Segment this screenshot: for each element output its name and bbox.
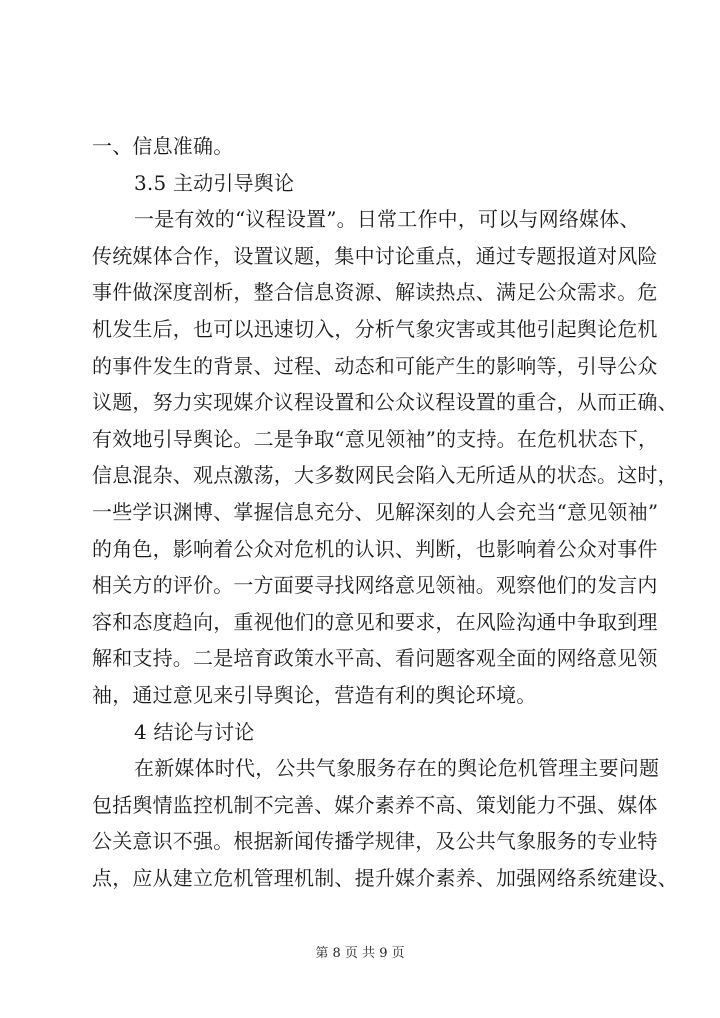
text-line: 包括舆情监控机制不完善、媒介素养不高、策划能力不强、媒体 — [92, 792, 658, 817]
text-line: 一是有效的“议程设置”。日常工作中，可以与网络媒体、 — [134, 207, 640, 232]
text-line: 机发生后，也可以迅速切入，分析气象灾害或其他引起舆论危机 — [92, 316, 658, 341]
section-heading: 4 结论与讨论 — [134, 719, 255, 744]
text-line: 议题，努力实现媒介议程设置和公众议程设置的重合，从而正确、 — [92, 390, 678, 415]
text-line: 一、信息准确。 — [92, 134, 234, 158]
text-line: 信息混杂、观点激荡，大多数网民会陷入无所适从的状态。这时， — [92, 463, 678, 488]
text-line: 相关方的评价。一方面要寻找网络意见领袖。观察他们的发言内 — [92, 573, 658, 598]
text-line: 的事件发生的背景、过程、动态和可能产生的影响等，引导公众 — [92, 353, 658, 378]
document-body — [92, 128, 678, 896]
text-line: 事件做深度剖析，整合信息资源、解读热点、满足公众需求。危 — [92, 280, 658, 305]
text-line: 有效地引导舆论。二是争取“意见领袖”的支持。在危机状态下， — [92, 426, 659, 451]
text-line: 解和支持。二是培育政策水平高、看问题客观全面的网络意见领 — [92, 646, 658, 671]
text-line: 传统媒体合作，设置议题，集中讨论重点，通过专题报道对风险 — [92, 243, 658, 268]
text-line: 点，应从建立危机管理机制、提升媒介素养、加强网络系统建设、 — [92, 865, 678, 890]
text-line: 在新媒体时代，公共气象服务存在的舆论危机管理主要问题 — [134, 756, 660, 781]
section-heading: 3.5 主动引导舆论 — [134, 170, 295, 195]
page-number: 第 8 页 共 9 页 — [315, 946, 405, 961]
text-line: 容和态度趋向，重视他们的意见和要求，在风险沟通中争取到理 — [92, 609, 658, 634]
text-line: 一些学识渊博、掌握信息充分、见解深刻的人会充当“意见领袖” — [92, 499, 659, 524]
text-line: 袖，通过意见来引导舆论，营造有利的舆论环境。 — [92, 682, 537, 707]
text-line: 的角色，影响着公众对危机的认识、判断，也影响着公众对事件 — [92, 536, 658, 561]
text-line: 公关意识不强。根据新闻传播学规律，及公共气象服务的专业特 — [92, 829, 658, 854]
